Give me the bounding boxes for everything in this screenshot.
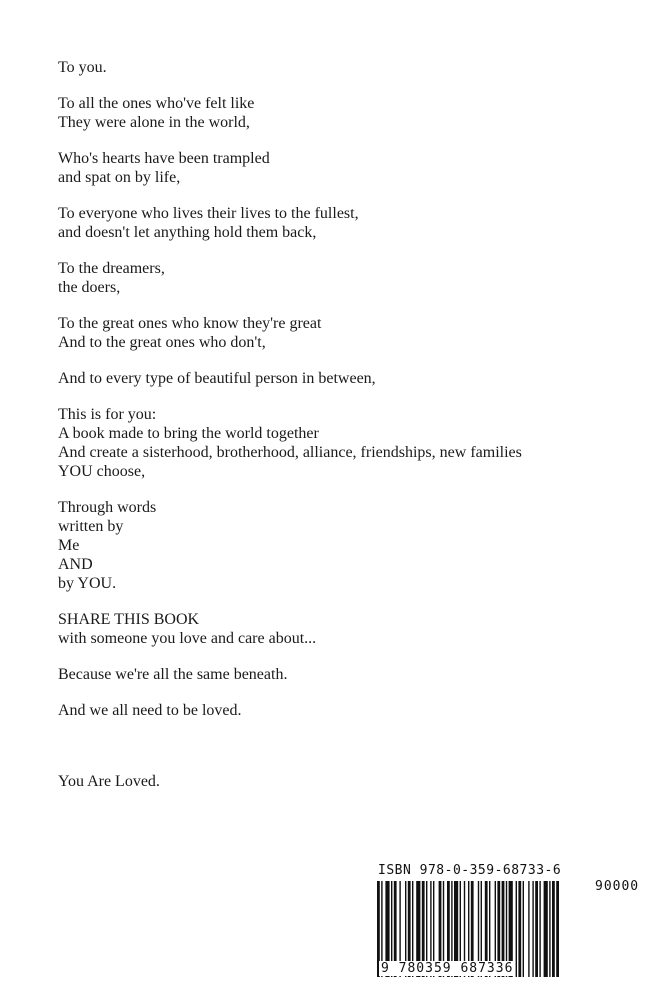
dedication-text [58,58,638,791]
isbn-barcode [373,863,640,983]
barcode-bar [552,881,555,977]
closing-line: You Are Loved. [58,773,160,790]
stanza [58,498,638,593]
stanza [58,701,638,720]
poem-line: To the great ones who know they're great [58,315,322,332]
poem-line: And to every type of beautiful person in between, [58,370,376,387]
stanza [58,369,638,388]
poem-line: Me [58,537,80,554]
poem-line: Who's hearts have been trampled [58,150,270,167]
poem-line: To all the ones who've felt like [58,95,255,112]
barcode-bar [549,881,550,977]
stanza [58,94,638,132]
barcode-bar [535,881,538,977]
barcode-bar [544,881,548,977]
poem-line: Through words [58,499,157,516]
poem-line: the doers, [58,279,121,296]
poem-line: Because we're all the same beneath. [58,666,288,683]
poem-line: by YOU. [58,575,117,592]
barcode-bar [539,881,540,977]
poem-line: To you. [58,59,107,76]
price-code: 90000 [595,879,640,894]
poem-line: AND [58,556,93,573]
poem-line: SHARE THIS BOOK [58,611,200,628]
barcode-bar [528,881,529,977]
poem-line: To the dreamers, [58,260,165,277]
poem-line: They were alone in the world, [58,114,250,131]
barcode-bar [518,881,521,977]
poem-line: And we all need to be loved. [58,702,242,719]
stanza [58,204,638,242]
stanza [58,259,638,297]
barcode-bar [556,881,559,977]
poem-line: This is for you: [58,406,157,423]
poem-line: written by [58,518,124,535]
stanza [58,314,638,352]
barcode-bar [516,881,517,977]
stanza [58,665,638,684]
poem-line: To everyone who lives their lives to the fullest, [58,205,359,222]
stanza [58,58,638,77]
poem-line: And create a sisterhood, brotherhood, alliance, friendships, new families [58,444,522,461]
isbn-number: ISBN 978-0-359-68733-6 [378,863,562,878]
poem-line: with someone you love and care about... [58,630,317,647]
stanza [58,149,638,187]
poem-line: And to the great ones who don't, [58,334,266,351]
poem-line: A book made to bring the world together [58,425,319,442]
barcode-bar [523,881,524,977]
poem-line: YOU choose, [58,463,146,480]
barcode-bar [532,881,533,977]
barcode-digits: 9 780359 687336 [381,961,514,976]
stanza [58,610,638,648]
poem-line: and doesn't let anything hold them back, [58,224,317,241]
stanza [58,405,638,481]
poem-line: and spat on by life, [58,169,181,186]
